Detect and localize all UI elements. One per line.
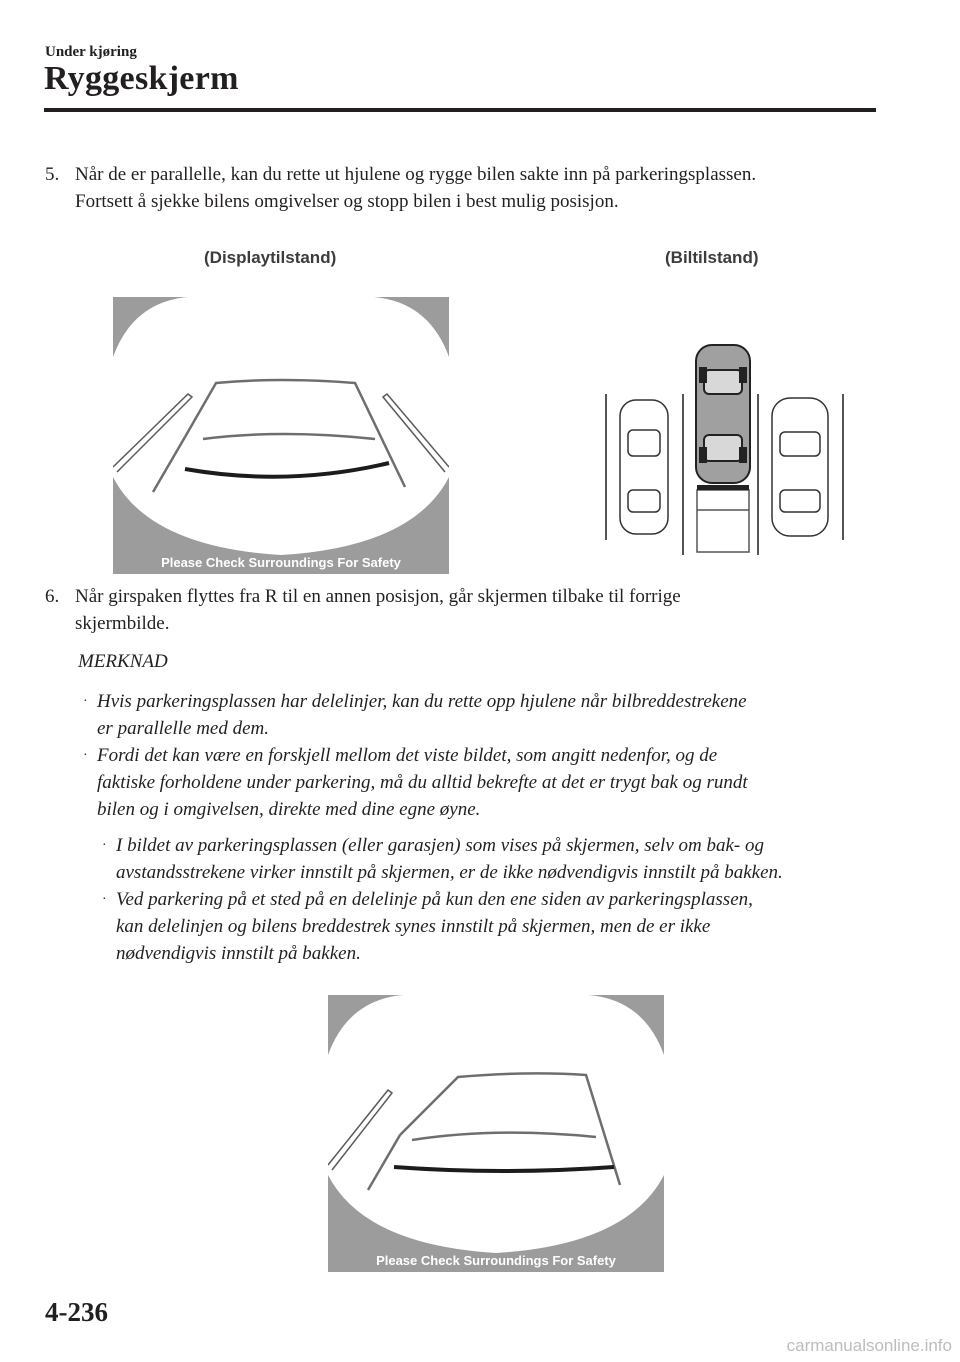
note-line: er parallelle med dem. bbox=[97, 718, 270, 739]
bullet-icon: · bbox=[102, 838, 107, 853]
parking-space-outline bbox=[697, 490, 749, 552]
page-number: 4-236 bbox=[45, 1297, 108, 1327]
screen-warning-text: Please Check Surroundings For Safety bbox=[376, 1253, 616, 1268]
parked-car-right bbox=[772, 398, 828, 536]
step-number: 6. bbox=[45, 586, 60, 607]
note-line: kan delelinjen og bilens breddestrek synes innstilt på skjermen, men de er ikke bbox=[116, 916, 711, 937]
watermark: carmanualsonline.info bbox=[786, 1336, 952, 1355]
stop-line bbox=[697, 485, 749, 490]
note-bullet-2 bbox=[83, 742, 748, 823]
parking-vehicle-illustration bbox=[600, 340, 850, 560]
bullet-icon: · bbox=[102, 892, 107, 907]
note-line: avstandsstrekene virker innstilt på skjermen, er de ikke nødvendigvis innstilt på bakken. bbox=[116, 862, 783, 883]
reversing-car bbox=[696, 345, 750, 483]
note-line: nødvendigvis innstilt på bakken. bbox=[116, 943, 361, 964]
note-line: faktiske forholdene under parkering, må du alltid bekrefte at det er trygt bak og rundt bbox=[97, 772, 748, 793]
header-rule bbox=[44, 108, 876, 112]
note-line: I bildet av parkeringsplassen (eller garasjen) som vises på skjermen, selv om bak- og bbox=[116, 835, 764, 856]
step-line: Når girspaken flyttes fra R til en annen posisjon, går skjermen tilbake til forrige bbox=[75, 586, 681, 607]
step-line: skjermbilde. bbox=[75, 613, 170, 634]
bullet-icon: · bbox=[83, 694, 88, 709]
note-line: bilen og i omgivelsen, direkte med dine egne øyne. bbox=[97, 799, 481, 820]
note-line: Ved parkering på et sted på en delelinje på kun den ene siden av parkeringsplassen, bbox=[116, 889, 753, 910]
step-text bbox=[75, 583, 681, 637]
rear-camera-display-illustration-2 bbox=[328, 995, 664, 1272]
rear-camera-display-illustration bbox=[113, 297, 449, 574]
note-heading: MERKNAD bbox=[78, 651, 168, 672]
section-title: Ryggeskjerm bbox=[44, 60, 239, 97]
screen-warning-text: Please Check Surroundings For Safety bbox=[161, 555, 401, 570]
note-bullet-1 bbox=[83, 688, 747, 742]
note-sub-bullet-1 bbox=[102, 832, 783, 886]
camera-view-area bbox=[328, 995, 664, 1253]
section-label: Under kjøring bbox=[45, 44, 137, 60]
step-line: Når de er parallelle, kan du rette ut hjulene og rygge bilen sakte inn på parkeringsplassen. bbox=[75, 164, 757, 185]
caption-display-mode: (Displaytilstand) bbox=[204, 248, 337, 267]
step-text bbox=[75, 161, 756, 215]
note-sub-bullet-2 bbox=[102, 886, 753, 967]
note-line: Hvis parkeringsplassen har delelinjer, kan du rette opp hjulene når bilbreddestrekene bbox=[97, 691, 747, 712]
parked-car-left bbox=[620, 400, 668, 534]
step-number: 5. bbox=[45, 164, 60, 185]
caption-vehicle-mode: (Biltilstand) bbox=[665, 248, 759, 267]
step-line: Fortsett å sjekke bilens omgivelser og stopp bilen i best mulig posisjon. bbox=[75, 191, 619, 212]
note-line: Fordi det kan være en forskjell mellom det viste bildet, som angitt nedenfor, og de bbox=[97, 745, 718, 766]
bullet-icon: · bbox=[83, 748, 88, 763]
